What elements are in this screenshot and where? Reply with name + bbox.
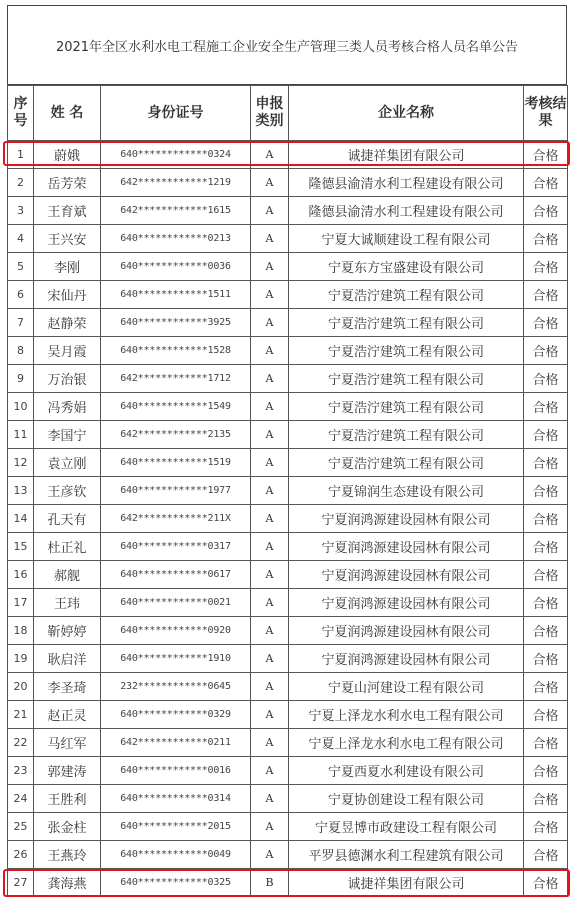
cell-seq: 11 <box>8 421 34 449</box>
cell-category: A <box>251 393 289 421</box>
cell-company: 宁夏协创建设工程有限公司 <box>289 785 524 813</box>
cell-name: 王彦钦 <box>34 477 101 505</box>
cell-category: A <box>251 841 289 869</box>
cell-company: 宁夏大诚顺建设工程有限公司 <box>289 225 524 253</box>
cell-seq: 4 <box>8 225 34 253</box>
cell-company: 宁夏浩泞建筑工程有限公司 <box>289 337 524 365</box>
cell-company: 宁夏西夏水利建设有限公司 <box>289 757 524 785</box>
table-row <box>8 337 568 365</box>
table-row <box>8 253 568 281</box>
cell-company: 宁夏上泽龙水利水电工程有限公司 <box>289 729 524 757</box>
table-row <box>8 841 568 869</box>
notice-title: 2021年全区水利水电工程施工企业安全生产管理三类人员考核合格人员名单公告 <box>55 39 519 55</box>
cell-result: 合格 <box>524 589 568 617</box>
cell-id: 640************0324 <box>101 141 251 169</box>
qualified-personnel-table <box>7 85 568 897</box>
cell-id: 640************1519 <box>101 449 251 477</box>
cell-seq: 27 <box>8 869 34 897</box>
cell-id: 640************0329 <box>101 701 251 729</box>
header-name: 姓 名 <box>34 86 101 141</box>
cell-id: 642************1615 <box>101 197 251 225</box>
cell-name: 郭建涛 <box>34 757 101 785</box>
table-row <box>8 645 568 673</box>
table-row <box>8 281 568 309</box>
table-row <box>8 729 568 757</box>
cell-name: 马红军 <box>34 729 101 757</box>
cell-id: 232************0645 <box>101 673 251 701</box>
cell-category: B <box>251 869 289 897</box>
cell-name: 王育斌 <box>34 197 101 225</box>
cell-name: 岳芳荣 <box>34 169 101 197</box>
cell-category: A <box>251 645 289 673</box>
cell-company: 诚捷祥集团有限公司 <box>289 869 524 897</box>
cell-seq: 10 <box>8 393 34 421</box>
table-row <box>8 617 568 645</box>
cell-seq: 6 <box>8 281 34 309</box>
cell-id: 640************0617 <box>101 561 251 589</box>
cell-result: 合格 <box>524 449 568 477</box>
cell-seq: 1 <box>8 141 34 169</box>
cell-id: 640************1549 <box>101 393 251 421</box>
cell-result: 合格 <box>524 533 568 561</box>
cell-seq: 8 <box>8 337 34 365</box>
cell-id: 640************1528 <box>101 337 251 365</box>
cell-seq: 24 <box>8 785 34 813</box>
cell-seq: 23 <box>8 757 34 785</box>
table-row <box>8 505 568 533</box>
cell-name: 万治银 <box>34 365 101 393</box>
table-row <box>8 169 568 197</box>
cell-id: 640************0213 <box>101 225 251 253</box>
cell-name: 蔚娥 <box>34 141 101 169</box>
cell-seq: 25 <box>8 813 34 841</box>
header-id: 身份证号 <box>101 86 251 141</box>
cell-company: 隆德县渝清水利工程建设有限公司 <box>289 197 524 225</box>
cell-result: 合格 <box>524 393 568 421</box>
table-row <box>8 477 568 505</box>
cell-category: A <box>251 477 289 505</box>
cell-result: 合格 <box>524 253 568 281</box>
cell-id: 642************1712 <box>101 365 251 393</box>
cell-seq: 14 <box>8 505 34 533</box>
cell-company: 宁夏浩泞建筑工程有限公司 <box>289 393 524 421</box>
cell-name: 王玮 <box>34 589 101 617</box>
cell-seq: 7 <box>8 309 34 337</box>
cell-category: A <box>251 785 289 813</box>
cell-result: 合格 <box>524 645 568 673</box>
cell-result: 合格 <box>524 729 568 757</box>
cell-name: 赵正灵 <box>34 701 101 729</box>
cell-category: A <box>251 421 289 449</box>
cell-company: 宁夏润鸿源建设园林有限公司 <box>289 505 524 533</box>
cell-category: A <box>251 141 289 169</box>
table-row <box>8 673 568 701</box>
table-row <box>8 561 568 589</box>
cell-category: A <box>251 673 289 701</box>
cell-id: 640************1511 <box>101 281 251 309</box>
header-category: 申报类别 <box>251 86 289 141</box>
cell-result: 合格 <box>524 617 568 645</box>
notice-title-box <box>7 5 567 85</box>
cell-result: 合格 <box>524 869 568 897</box>
table-row <box>8 757 568 785</box>
cell-name: 郝舰 <box>34 561 101 589</box>
cell-id: 640************0036 <box>101 253 251 281</box>
cell-seq: 5 <box>8 253 34 281</box>
cell-company: 隆德县渝清水利工程建设有限公司 <box>289 169 524 197</box>
cell-company: 宁夏浩泞建筑工程有限公司 <box>289 449 524 477</box>
cell-seq: 16 <box>8 561 34 589</box>
table-row <box>8 197 568 225</box>
table-header-row <box>8 86 568 141</box>
cell-result: 合格 <box>524 281 568 309</box>
cell-company: 宁夏山河建设工程有限公司 <box>289 673 524 701</box>
cell-id: 640************0021 <box>101 589 251 617</box>
cell-category: A <box>251 589 289 617</box>
header-company: 企业名称 <box>289 86 524 141</box>
cell-seq: 12 <box>8 449 34 477</box>
cell-seq: 18 <box>8 617 34 645</box>
cell-name: 孔天有 <box>34 505 101 533</box>
cell-seq: 9 <box>8 365 34 393</box>
cell-name: 李刚 <box>34 253 101 281</box>
cell-category: A <box>251 449 289 477</box>
cell-company: 宁夏润鸿源建设园林有限公司 <box>289 561 524 589</box>
cell-seq: 13 <box>8 477 34 505</box>
table-body <box>8 141 568 897</box>
cell-id: 640************0314 <box>101 785 251 813</box>
header-result: 考核结果 <box>524 86 568 141</box>
cell-company: 宁夏浩泞建筑工程有限公司 <box>289 281 524 309</box>
cell-category: A <box>251 617 289 645</box>
cell-name: 李国宁 <box>34 421 101 449</box>
cell-company: 宁夏润鸿源建设园林有限公司 <box>289 645 524 673</box>
cell-name: 袁立刚 <box>34 449 101 477</box>
cell-category: A <box>251 281 289 309</box>
table-row <box>8 393 568 421</box>
cell-category: A <box>251 505 289 533</box>
table-row <box>8 365 568 393</box>
cell-id: 640************0016 <box>101 757 251 785</box>
cell-id: 640************0049 <box>101 841 251 869</box>
cell-category: A <box>251 169 289 197</box>
cell-category: A <box>251 813 289 841</box>
table-row <box>8 449 568 477</box>
cell-category: A <box>251 225 289 253</box>
cell-result: 合格 <box>524 141 568 169</box>
cell-result: 合格 <box>524 561 568 589</box>
cell-name: 张金柱 <box>34 813 101 841</box>
cell-name: 赵静荣 <box>34 309 101 337</box>
cell-result: 合格 <box>524 225 568 253</box>
cell-name: 王燕玲 <box>34 841 101 869</box>
cell-id: 642************0211 <box>101 729 251 757</box>
cell-name: 龚海燕 <box>34 869 101 897</box>
cell-result: 合格 <box>524 421 568 449</box>
cell-id: 640************2015 <box>101 813 251 841</box>
cell-category: A <box>251 365 289 393</box>
cell-name: 冯秀娟 <box>34 393 101 421</box>
cell-result: 合格 <box>524 813 568 841</box>
cell-id: 640************3925 <box>101 309 251 337</box>
cell-result: 合格 <box>524 197 568 225</box>
cell-id: 640************0325 <box>101 869 251 897</box>
cell-company: 宁夏东方宝盛建设有限公司 <box>289 253 524 281</box>
cell-name: 李圣琦 <box>34 673 101 701</box>
cell-name: 王胜利 <box>34 785 101 813</box>
cell-company: 平罗县德渊水利工程建筑有限公司 <box>289 841 524 869</box>
cell-company: 宁夏润鸿源建设园林有限公司 <box>289 617 524 645</box>
cell-company: 宁夏浩泞建筑工程有限公司 <box>289 365 524 393</box>
table-row <box>8 701 568 729</box>
cell-id: 640************1977 <box>101 477 251 505</box>
cell-id: 642************211X <box>101 505 251 533</box>
cell-name: 王兴安 <box>34 225 101 253</box>
cell-seq: 17 <box>8 589 34 617</box>
cell-company: 宁夏锦润生态建设有限公司 <box>289 477 524 505</box>
cell-seq: 19 <box>8 645 34 673</box>
cell-result: 合格 <box>524 841 568 869</box>
cell-company: 宁夏浩泞建筑工程有限公司 <box>289 421 524 449</box>
cell-result: 合格 <box>524 365 568 393</box>
cell-result: 合格 <box>524 505 568 533</box>
cell-result: 合格 <box>524 337 568 365</box>
cell-result: 合格 <box>524 477 568 505</box>
cell-result: 合格 <box>524 309 568 337</box>
cell-seq: 3 <box>8 197 34 225</box>
header-seq: 序号 <box>8 86 34 141</box>
cell-category: A <box>251 757 289 785</box>
cell-seq: 20 <box>8 673 34 701</box>
cell-seq: 22 <box>8 729 34 757</box>
cell-id: 640************0920 <box>101 617 251 645</box>
cell-category: A <box>251 253 289 281</box>
cell-company: 宁夏润鸿源建设园林有限公司 <box>289 589 524 617</box>
cell-company: 宁夏浩泞建筑工程有限公司 <box>289 309 524 337</box>
cell-company: 宁夏上泽龙水利水电工程有限公司 <box>289 701 524 729</box>
cell-name: 宋仙丹 <box>34 281 101 309</box>
cell-category: A <box>251 197 289 225</box>
cell-category: A <box>251 309 289 337</box>
cell-category: A <box>251 701 289 729</box>
cell-id: 642************2135 <box>101 421 251 449</box>
cell-name: 吴月霞 <box>34 337 101 365</box>
table-row <box>8 589 568 617</box>
cell-category: A <box>251 533 289 561</box>
cell-name: 杜正礼 <box>34 533 101 561</box>
cell-company: 宁夏润鸿源建设园林有限公司 <box>289 533 524 561</box>
cell-category: A <box>251 561 289 589</box>
cell-result: 合格 <box>524 785 568 813</box>
cell-result: 合格 <box>524 701 568 729</box>
cell-result: 合格 <box>524 757 568 785</box>
cell-seq: 26 <box>8 841 34 869</box>
table-row <box>8 141 568 169</box>
table-row <box>8 533 568 561</box>
cell-seq: 15 <box>8 533 34 561</box>
cell-result: 合格 <box>524 673 568 701</box>
cell-company: 诚捷祥集团有限公司 <box>289 141 524 169</box>
cell-company: 宁夏昱博市政建设工程有限公司 <box>289 813 524 841</box>
cell-id: 640************0317 <box>101 533 251 561</box>
cell-name: 靳婷婷 <box>34 617 101 645</box>
table-row <box>8 225 568 253</box>
table-row <box>8 869 568 897</box>
cell-seq: 2 <box>8 169 34 197</box>
cell-name: 耿启洋 <box>34 645 101 673</box>
table-row <box>8 785 568 813</box>
cell-result: 合格 <box>524 169 568 197</box>
table-row <box>8 813 568 841</box>
cell-category: A <box>251 729 289 757</box>
table-row <box>8 421 568 449</box>
cell-seq: 21 <box>8 701 34 729</box>
table-row <box>8 309 568 337</box>
cell-id: 640************1910 <box>101 645 251 673</box>
cell-id: 642************1219 <box>101 169 251 197</box>
cell-category: A <box>251 337 289 365</box>
